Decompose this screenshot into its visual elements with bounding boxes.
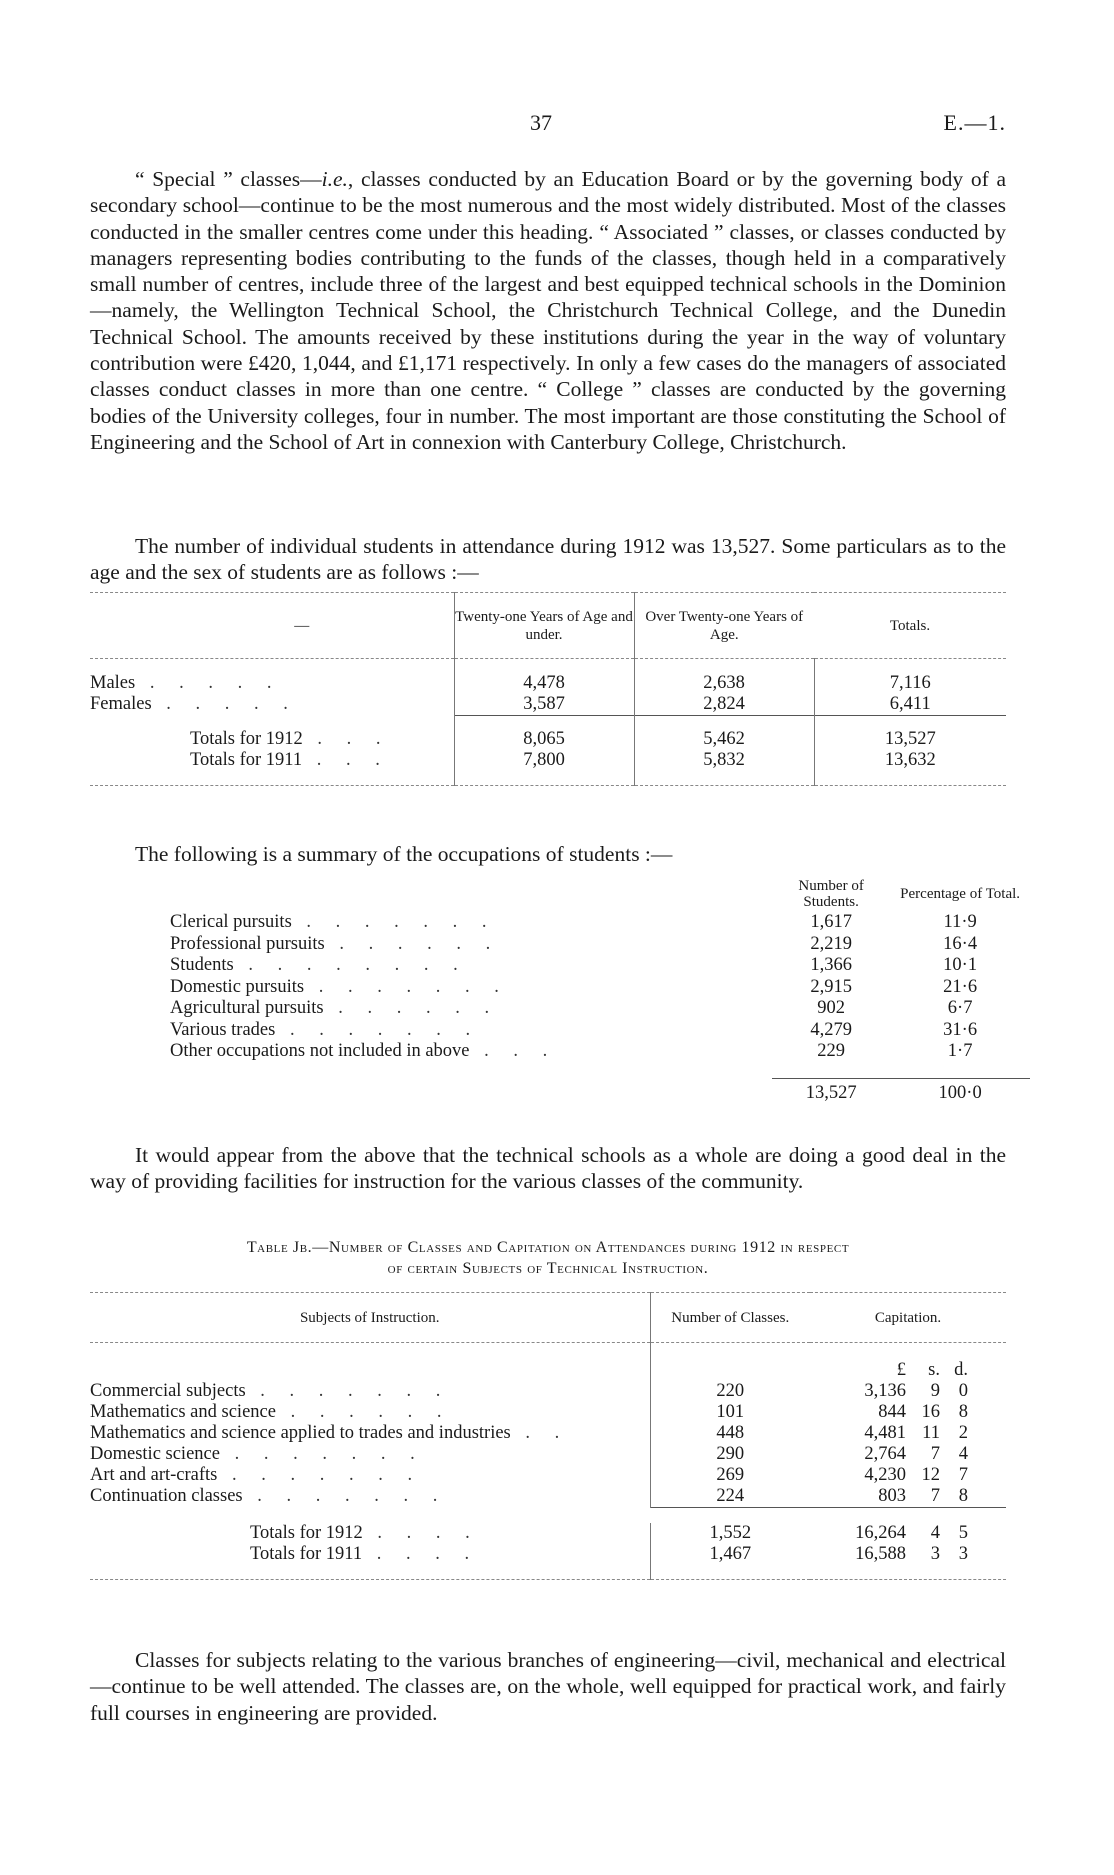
row-label: Males	[90, 672, 136, 693]
col-header-capitation: Capitation.	[874, 1309, 942, 1326]
row-label: Other occupations not included in above	[170, 1041, 470, 1061]
cell-pence: 8	[958, 1401, 968, 1422]
table-row: Students . . . . . . . . 1,366 10·1	[170, 955, 1030, 977]
caption-line: Table Jb.—Number of Classes and Capitation on Attendances during 1912 in respect	[246, 1239, 850, 1256]
table-row: Agricultural pursuits . . . . . . 902 6·7	[170, 998, 1030, 1020]
cell-pounds: 844	[878, 1401, 906, 1422]
cell-value: 7,116	[814, 673, 1006, 694]
table-row: Domestic science . . . . . . . 290 2,764 7 4	[90, 1443, 968, 1464]
table-row: Mathematics and science . . . . . . 101 844 16 8	[90, 1401, 968, 1422]
paragraph-conclusion: It would appear from the above that the technical schools as a whole are doing a good deal in the way of providing facilities for instruction for the various classes of the community.	[90, 1143, 1006, 1194]
cell-shillings: 9	[930, 1380, 940, 1401]
table-header-row	[170, 876, 1030, 912]
row-label: Art and art-crafts	[90, 1464, 218, 1485]
cell-pounds: 4,481	[864, 1422, 906, 1443]
col-header-over21: Over Twenty-one Years of Age.	[634, 593, 814, 659]
cell-pounds: 16,588	[855, 1544, 906, 1564]
cell-value: 6,411	[814, 694, 1006, 716]
capitation-table	[90, 1292, 1006, 1580]
cell-value: 5,462	[634, 729, 814, 750]
cell-value: 220	[650, 1381, 810, 1402]
cell-pence: 2	[958, 1422, 968, 1443]
paragraph-occupations-intro: The following is a summary of the occupations of students :—	[135, 842, 673, 866]
cell-value: 2,915	[810, 976, 852, 997]
cell-pounds: 16,264	[855, 1523, 906, 1543]
col-header-under21: Twenty-one Years of Age and under.	[454, 593, 634, 659]
row-label: Students	[170, 955, 234, 975]
page-header	[90, 110, 1006, 140]
table-caption	[90, 1237, 1006, 1279]
cell-shillings: 4	[930, 1523, 940, 1543]
stub-header: —	[294, 617, 310, 634]
cell-value: 101	[650, 1402, 810, 1423]
cell-value: 21·6	[943, 976, 978, 997]
cell-value: 224	[650, 1486, 810, 1508]
table-row: Commercial subjects . . . . . . . 220 3,136 9 0	[90, 1380, 968, 1401]
col-header-percentage: Percentage of Total.	[900, 886, 1021, 902]
table-row: Females . . . . . 3,587 2,824 6,411	[90, 694, 1006, 716]
cell-value: 31·6	[943, 1019, 978, 1040]
page-number: 37	[530, 110, 552, 135]
cell-value: 1,552	[650, 1523, 810, 1544]
cell-pounds: 2,764	[864, 1443, 906, 1464]
paragraph-special-classes	[90, 166, 1006, 455]
row-label: Professional pursuits	[170, 933, 325, 954]
table-totals-row	[170, 1079, 1030, 1109]
cell-value: 11·9	[943, 912, 977, 932]
cell-value: 2,824	[634, 694, 814, 716]
row-label: Totals for 1912	[190, 729, 303, 749]
cell-value: 4,478	[454, 673, 634, 694]
row-label: Agricultural pursuits	[170, 998, 324, 1018]
cell-value: 1,617	[810, 912, 852, 932]
row-label: Totals for 1911	[250, 1544, 363, 1564]
cell-value: 1,467	[650, 1544, 810, 1565]
row-label: Females	[90, 693, 152, 714]
cell-value: 6·7	[947, 998, 973, 1018]
cell-value: 1·7	[947, 1041, 973, 1061]
cell-value: 290	[650, 1444, 810, 1465]
cell-value: 16·4	[943, 933, 978, 954]
row-label: Clerical pursuits	[170, 912, 292, 932]
row-label: Totals for 1912	[250, 1523, 363, 1543]
table-row: Mathematics and science applied to trades and industries . . 448 4,481 11 2	[90, 1422, 968, 1443]
cell-pence: 8	[958, 1485, 968, 1506]
row-label: Continuation classes	[90, 1485, 243, 1506]
table-totals-row: Totals for 1912 . . . 8,065 5,462 13,527	[90, 729, 1006, 750]
paragraph-text: , classes conducted by an Education Board or by the governing body of a secondary school—continue to be the most numerous and the most widely distributed. Most of the classes conducted in the smaller centres come under this heading. “ Associated ” classes, or classes conducted by managers representing bodies contributing to the funds of the classes, though held in a comparatively small number of centres, include three of the largest and best equipped technical schools in the Dominion—namely, the Wellington Technical School, the Christchurch Technical College, and the Dunedin Technical School. The amounts received by these institutions during the year in the way of voluntary contribution were £420, 1,044, and £1,171 respectively. In only a few cases do the managers of associated classes conduct classes in more than one centre. “ College ” classes are conducted by the governing bodies of the University colleges, four in number. The most important are those constituting the School of Engineering and the School of Art in connexion with Canterbury College, Christchurch.	[90, 167, 1007, 454]
cell-value: 1,366	[810, 955, 852, 975]
cell-pounds: 4,230	[864, 1464, 906, 1485]
table-totals-row: Totals for 1911 . . . 7,800 5,832 13,632	[90, 750, 1006, 771]
cell-value: 5,832	[634, 750, 814, 771]
cell-pence: 4	[958, 1443, 968, 1464]
cell-value: 8,065	[454, 729, 634, 750]
cell-value: 4,279	[810, 1019, 852, 1040]
row-label: Mathematics and science	[90, 1401, 276, 1422]
table-row: Males . . . . . 4,478 2,638 7,116	[90, 673, 1006, 694]
table-row: Continuation classes . . . . . . . 224 803 7 8	[90, 1485, 968, 1506]
cell-pence: 5	[958, 1523, 968, 1543]
cell-value: 902	[817, 998, 845, 1018]
cell-shillings: 7	[930, 1443, 940, 1464]
table-row: Other occupations not included in above . . . 229 1·7	[170, 1041, 1030, 1063]
cell-value: 2,638	[634, 673, 814, 694]
unit-pence: d.	[954, 1359, 968, 1380]
cell-pence: 0	[958, 1380, 968, 1401]
cell-shillings: 7	[930, 1485, 940, 1506]
row-label: Various trades	[170, 1019, 276, 1040]
occupations-table	[170, 876, 1030, 1109]
col-header-totals: Totals.	[889, 617, 931, 634]
table-row: Clerical pursuits . . . . . . . 1,617 11·9	[170, 912, 1030, 934]
age-sex-table	[90, 592, 1006, 786]
cell-pence: 7	[958, 1464, 968, 1485]
cell-value: 448	[650, 1423, 810, 1444]
table-row: Various trades . . . . . . . 4,279 31·6	[170, 1020, 1030, 1042]
table-row: Art and art-crafts . . . . . . . 269 4,230 12 7	[90, 1464, 968, 1485]
cell-shillings: 3	[930, 1544, 940, 1564]
col-header-classes: Number of Classes.	[650, 1293, 810, 1343]
row-label: Commercial subjects	[90, 1380, 246, 1401]
row-label: Totals for 1911	[190, 750, 303, 770]
unit-shillings: s.	[928, 1359, 940, 1380]
total-value: 13,527	[805, 1083, 857, 1103]
cell-value: 229	[817, 1041, 845, 1061]
cell-value: 13,632	[814, 750, 1006, 771]
caption-line: of certain Subjects of Technical Instruction.	[387, 1260, 709, 1277]
cell-shillings: 16	[921, 1401, 940, 1422]
row-label: Mathematics and science applied to trades and industries	[90, 1422, 511, 1443]
table-header-row	[90, 593, 1006, 659]
paragraph-text: “ Special ” classes—	[135, 167, 322, 191]
cell-shillings: 12	[921, 1464, 940, 1485]
table-totals-row: Totals for 1911 . . . . 1,467 16,588 3 3	[250, 1544, 968, 1564]
table-row: Professional pursuits . . . . . . 2,219 16·4	[170, 934, 1030, 956]
paragraph-student-count: The number of individual students in attendance during 1912 was 13,527. Some particulars as to the age and the sex of students are as follows :—	[90, 534, 1006, 585]
paragraph-engineering: Classes for subjects relating to the various branches of engineering—civil, mechanical and electrical—continue to be well attended. The classes are, on the whole, well equipped for practical work, and fairly full courses in engineering are provided.	[90, 1648, 1006, 1725]
cell-pounds: 3,136	[864, 1380, 906, 1401]
table-totals-row: Totals for 1912 . . . . 1,552 16,264 4 5	[250, 1523, 968, 1543]
table-row: Domestic pursuits . . . . . . . 2,915 21·6	[170, 977, 1030, 999]
cell-value: 10·1	[943, 955, 978, 975]
cell-shillings: 11	[922, 1422, 940, 1443]
cell-value: 269	[650, 1465, 810, 1486]
row-label: Domestic science	[90, 1443, 220, 1464]
cell-pence: 3	[958, 1544, 968, 1564]
cell-value: 3,587	[454, 694, 634, 716]
col-header-number: Number of Students.	[798, 878, 864, 910]
total-value: 100·0	[938, 1083, 982, 1103]
cell-value: 2,219	[810, 933, 852, 954]
row-label: Domestic pursuits	[170, 976, 305, 997]
document-reference: E.—1.	[943, 110, 1006, 135]
paragraph-italic: i.e.	[321, 167, 348, 191]
col-header-subjects: Subjects of Instruction.	[299, 1309, 440, 1326]
unit-pounds: £	[896, 1359, 906, 1380]
cell-value: 13,527	[814, 729, 1006, 750]
table-header-row	[90, 1293, 1006, 1343]
cell-pounds: 803	[878, 1485, 906, 1506]
cell-value: 7,800	[454, 750, 634, 771]
